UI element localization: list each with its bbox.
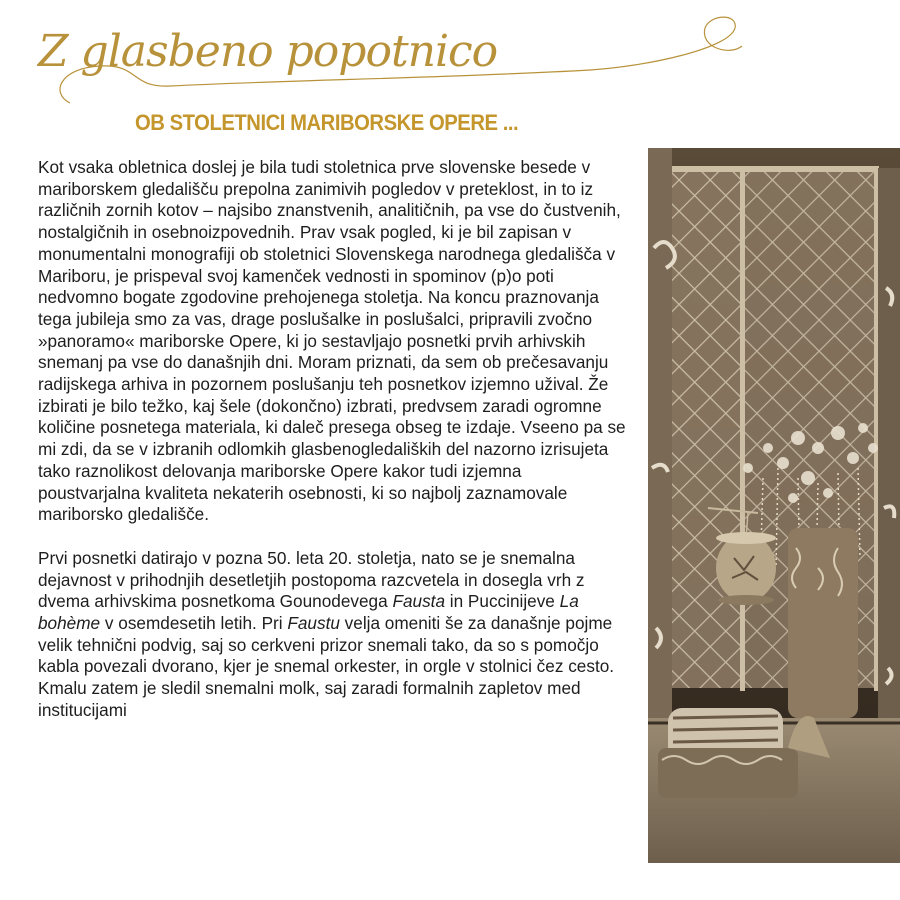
- article-paragraph-2: [38, 548, 628, 722]
- archival-stage-photo: [648, 148, 900, 863]
- paragraph-2-text-1: Prvi posnetki datirajo v pozna 50. leta 20. stoletja, nato se je snemalna dejavnost v prihodnjih desetletjih postopoma razcvetela in dosegla vrh z dvema arhivskima posnetkoma Gounodevega: [38, 547, 585, 612]
- page-script-title: Z glasbeno popotnico: [38, 26, 498, 77]
- paragraph-2-text-3: v osemdesetih letih. Pri: [100, 613, 288, 634]
- opera-title-la-boheme: La bohème: [38, 591, 579, 634]
- paragraph-2-text-2: in Puccinijeve: [445, 591, 560, 612]
- paragraph-2-text-4: velja omeniti še za današnje pojme velik tehnični podvig, saj so cerkveni prizor snemali tako, da so s pomočjo kabla povezali dvorano, kjer je snemal orkester, in orgle v stolnici čez cesto. Kmalu zatem je sledil snemalni molk, saj zaradi formalnih zapletov med institucijami: [38, 613, 615, 720]
- opera-title-faust: Fausta: [392, 591, 445, 612]
- opera-title-faustu: Faustu: [287, 613, 340, 634]
- article-body: [38, 157, 628, 744]
- page-subtitle: OB STOLETNICI MARIBORSKE OPERE ...: [135, 110, 519, 135]
- article-paragraph-1: Kot vsaka obletnica doslej je bila tudi stoletnica prve slovenske besede v mariborskem gledališču prepolna zanimivih pogledov v preteklost, in to iz različnih zornih kotov – najsibo znanstvenih, analitičnih, pa vse do čustvenih, nostalgičnih in osebnoizpovednih. Prav vsak pogled, ki je bil zapisan v monumentalni monografiji ob stoletnici Slovenskega narodnega gledališča v Mariboru, je prispeval svoj kamenček vednosti in spominov (p)o poti nedvomno bogate zgodovine prehojenega stoletja. Na koncu praznovanja tega jubileja smo za vas, drage poslušalke in poslušalci, pripravili zvočno »panoramo« mariborske Opere, ki jo sestavljajo posnetki prvih arhivskih snemanj pa vse do današnjih dni. Moram priznati, da sem ob prečesavanju radijskega arhiva in pozornem poslušanju teh posnetkov izjemno užival. Že izbirati je bilo težko, kaj šele (dokončno) izbrati, predvsem zaradi ogromne količine posnetega materiala, ki daleč presega obseg te izdaje. Vseeno pa se mi zdi, da se v izbranih odlomkih glasbenogledaliških del nazorno izrisujeta tako raznolikost delovanja mariborske Opere kakor tudi izjemna poustvarjalna kvaliteta nekaterih osebnosti, ki so najbolj zaznamovale mariborsko gledališče.: [38, 157, 626, 525]
